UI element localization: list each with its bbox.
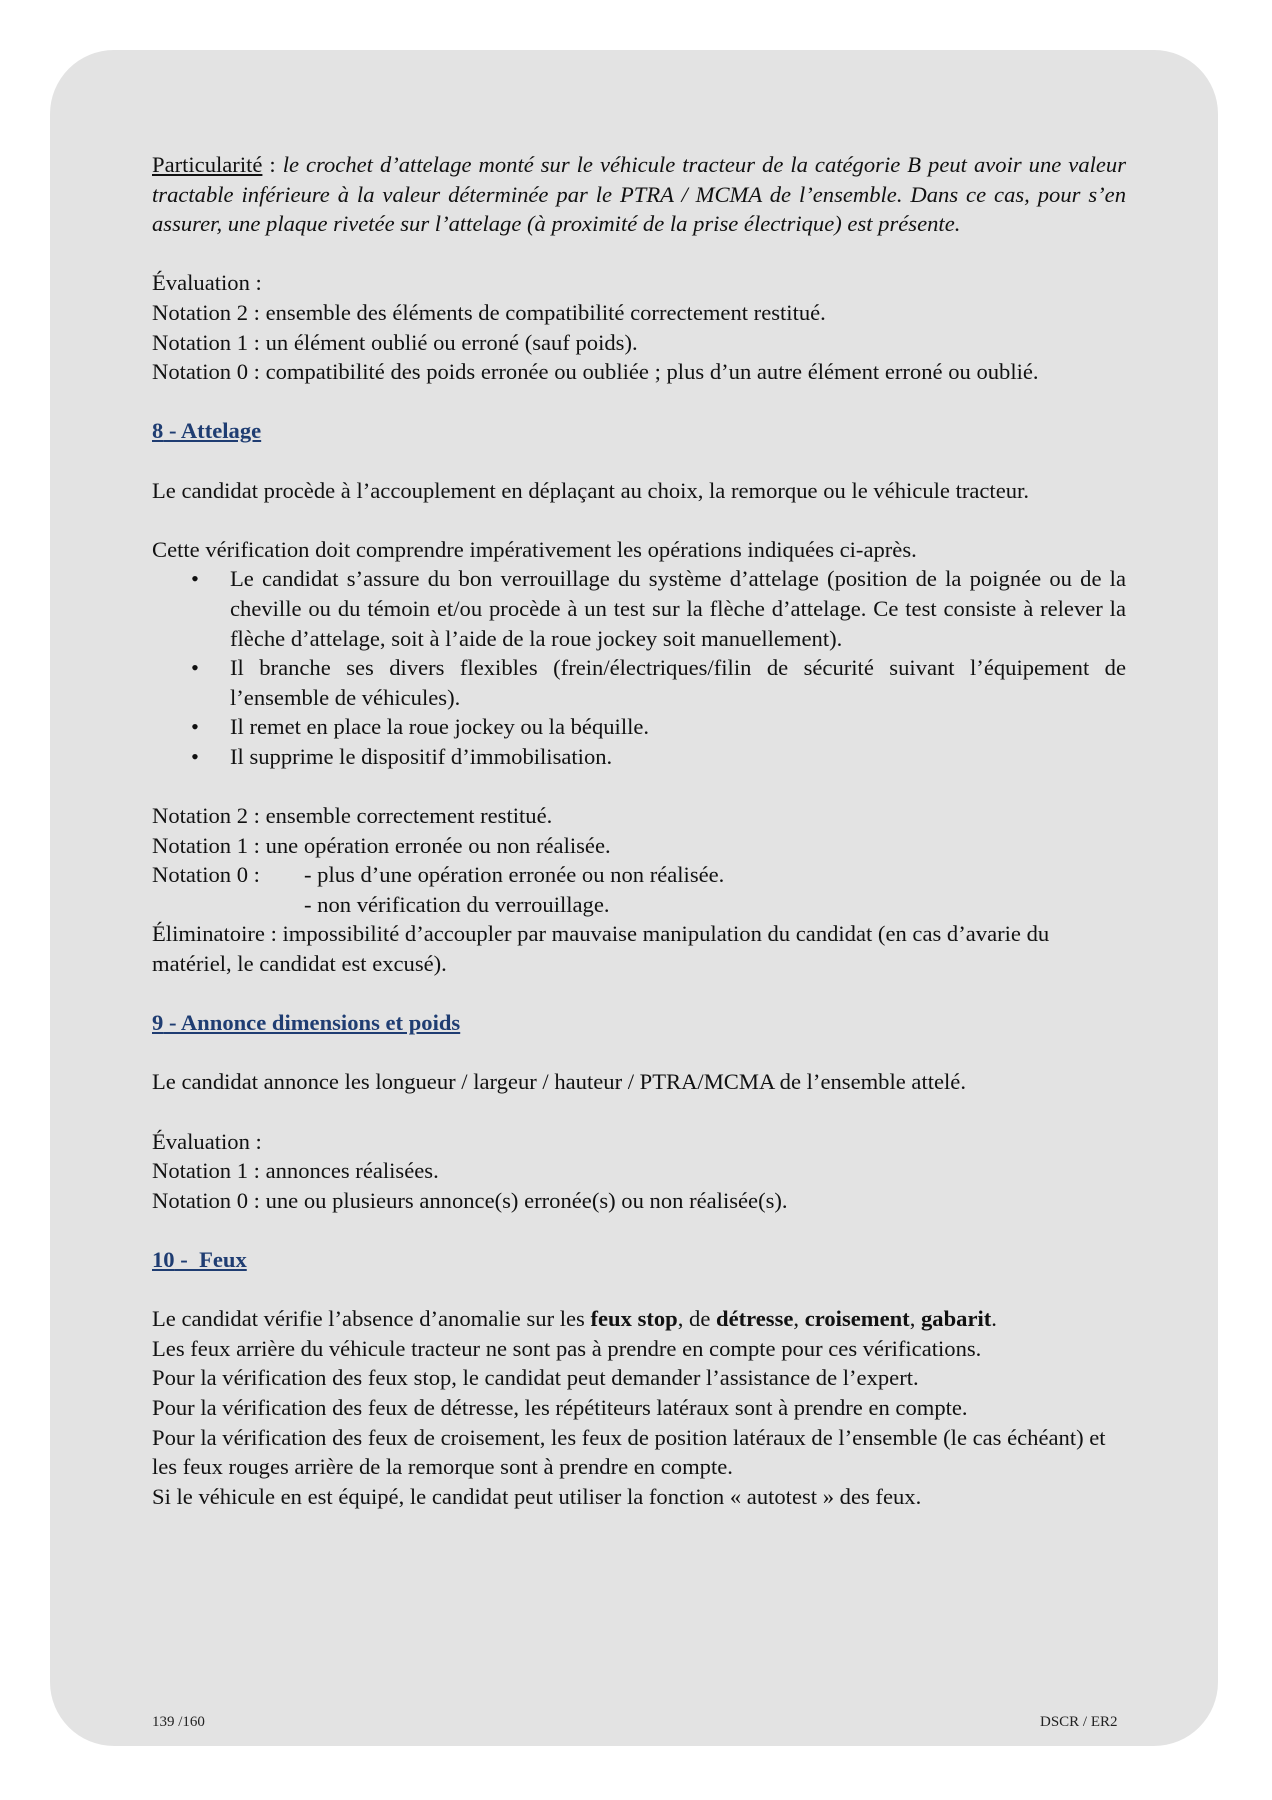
particularite-text: le crochet d’attelage monté sur le véhicule tracteur de la catégorie B peut avoir une valeur tractable inférieure à la valeur déterminée par le PTRA / MCMA de l’ensemble. Dans ce cas, pour s’en assurer, une plaque rivetée sur l’attelage (à proximité de la prise électrique) est présente. — [152, 152, 1127, 237]
bullet-icon: • — [191, 655, 199, 681]
document-reference: DSCR / ER2 — [1040, 1714, 1118, 1730]
attelage-bullet-list — [152, 564, 1126, 771]
evaluation-line: Notation 0 : compatibilité des poids erronée ou oubliée ; plus d’un autre élément erroné ou oublié. — [152, 359, 1039, 385]
notation-0-row: Notation 0 : - plus d’une opération erronée ou non réalisée. — [152, 862, 725, 888]
evaluation-title: Évaluation : — [152, 1128, 262, 1154]
attelage-lead: Cette vérification doit comprendre impérativement les opérations indiquées ci-après. — [152, 536, 917, 562]
notation-line: Notation 1 : une opération erronée ou non réalisée. — [152, 832, 611, 858]
bullet-icon: • — [191, 743, 199, 769]
attelage-intro: Le candidat procède à l’accouplement en déplaçant au choix, la remorque ou le véhicule tracteur. — [152, 477, 1029, 503]
particularite-paragraph: Particularité : le crochet d’attelage monté sur le véhicule tracteur de la catégorie B peut avoir une valeur tractable inférieure à la valeur déterminée par le PTRA / MCMA de l’ensemble. Dans ce cas, pour s’en assurer, une plaque rivetée sur l’attelage (à proximité de la prise électrique) est présente. — [152, 152, 1127, 237]
list-item: • Il branche ses divers flexibles (frein/électriques/filin de sécurité suivant l’équipement de l’ensemble de véhicules). — [191, 655, 1126, 710]
particularite-label: Particularité — [152, 152, 263, 177]
notation-line: Notation 0 : une ou plusieurs annonce(s) erronée(s) ou non réalisée(s). — [152, 1187, 788, 1213]
section-heading-feux: 10 - Feux — [152, 1246, 247, 1272]
feux-line: Si le véhicule en est équipé, le candidat peut utiliser la fonction « autotest » des feux. — [152, 1483, 922, 1509]
feux-line: Pour la vérification des feux stop, le candidat peut demander l’assistance de l’expert. — [152, 1365, 919, 1391]
eliminatoire-line: Éliminatoire : impossibilité d’accoupler par mauvaise manipulation du candidat (en cas d’avarie du matériel, le candidat est excusé). — [152, 921, 1050, 977]
notation-line: Notation 1 : annonces réalisées. — [152, 1158, 439, 1184]
feux-line: Les feux arrière du véhicule tracteur ne sont pas à prendre en compte pour ces vérifications. — [152, 1335, 982, 1361]
bullet-icon: • — [191, 714, 199, 740]
annonce-intro: Le candidat annonce les longueur / largeur / hauteur / PTRA/MCMA de l’ensemble attelé. — [152, 1069, 966, 1095]
notation-line: Notation 2 : ensemble correctement restitué. — [152, 803, 553, 829]
feux-line: Pour la vérification des feux de détresse, les répétiteurs latéraux sont à prendre en compte. — [152, 1394, 968, 1420]
list-item: • Il supprime le dispositif d’immobilisation. — [230, 742, 1126, 772]
bullet-icon: • — [191, 566, 199, 592]
notation-0-row: - non vérification du verrouillage. — [304, 891, 610, 917]
section-heading-annonce: 9 - Annonce dimensions et poids — [152, 1010, 461, 1036]
feux-first-line: Le candidat vérifie l’absence d’anomalie sur les feux stop, de détresse, croisement, gabarit. — [152, 1306, 997, 1332]
feux-line: Pour la vérification des feux de croisement, les feux de position latéraux de l’ensemble (le cas échéant) et les feux rouges arrière de la remorque sont à prendre en compte. — [152, 1424, 1106, 1480]
list-item: • Le candidat s’assure du bon verrouillage du système d’attelage (position de la poignée ou de la cheville ou du témoin et/ou procède à un test sur la flèche d’attelage. Ce test consiste à relever la flèche d’attelage, soit à l’aide de la roue jockey soit manuellement). — [191, 566, 1126, 651]
page-number: 139 /160 — [152, 1714, 205, 1730]
evaluation-line: Notation 1 : un élément oublié ou erroné (sauf poids). — [152, 329, 638, 355]
evaluation-line: Notation 2 : ensemble des éléments de compatibilité correctement restitué. — [152, 299, 826, 325]
section-heading-attelage: 8 - Attelage — [152, 418, 262, 444]
list-item: • Il remet en place la roue jockey ou la béquille. — [230, 712, 1126, 742]
evaluation-title: Évaluation : — [152, 270, 262, 296]
document-body — [152, 150, 1126, 1511]
